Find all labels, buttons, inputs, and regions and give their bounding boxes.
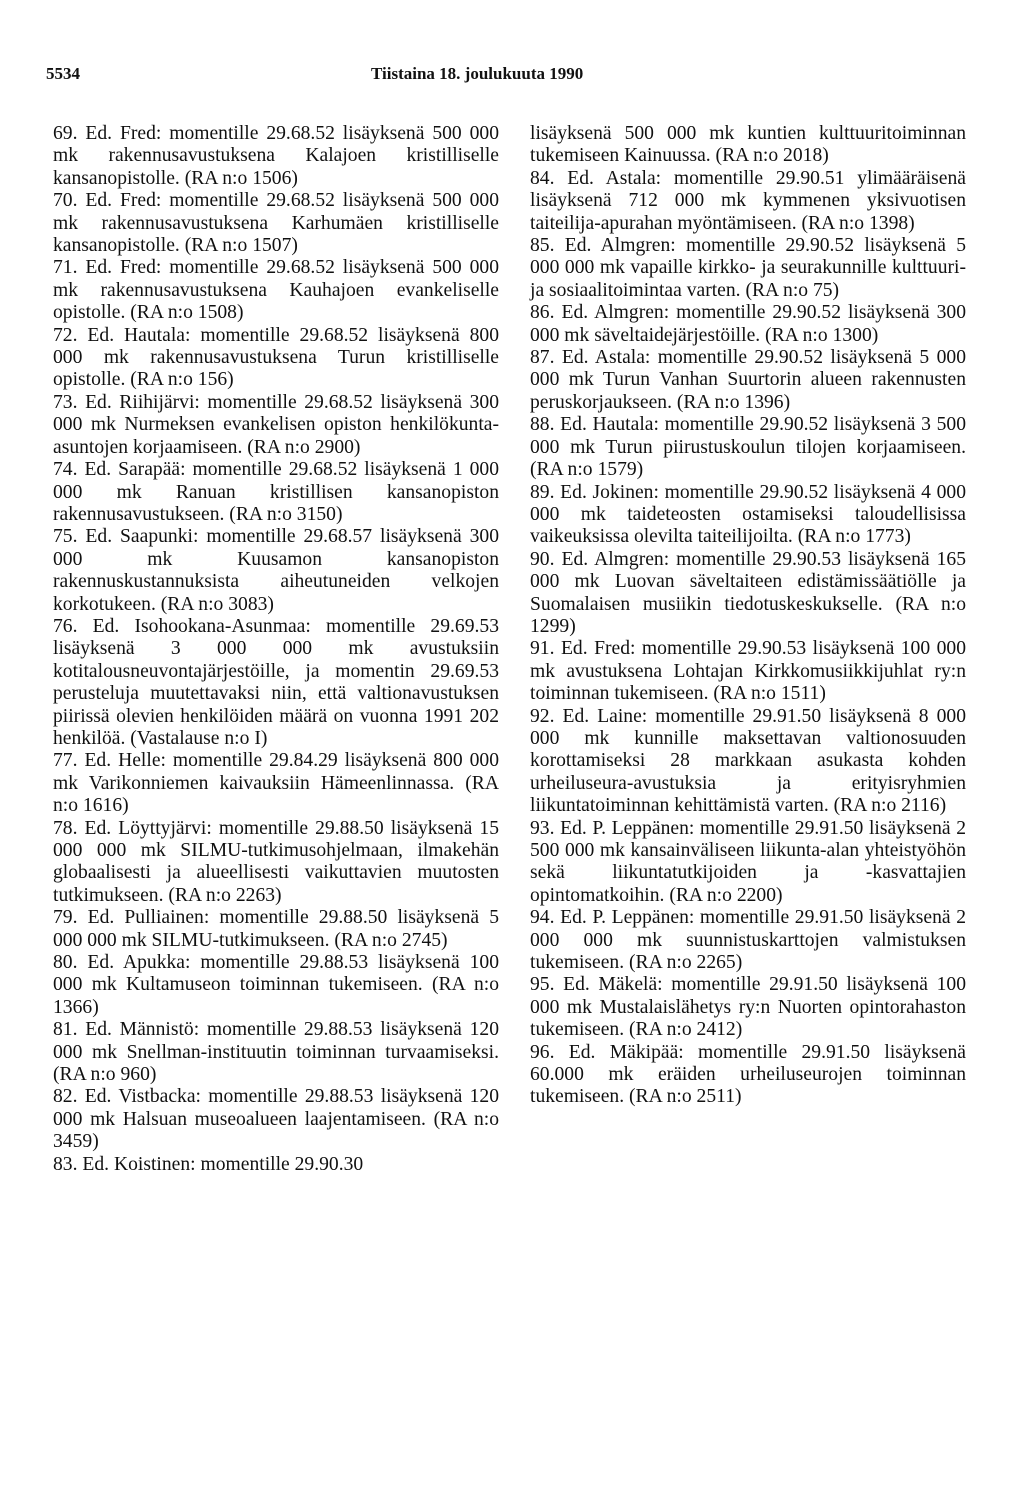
right-column	[530, 123, 966, 1109]
list-item: 69. Ed. Fred: momentille 29.68.52 lisäyksenä 500 000 mk rakennusavustuksena Kalajoen kristilliselle kansanopistolle. (RA n:o 1506)	[53, 123, 499, 189]
list-item: 78. Ed. Löyttyjärvi: momentille 29.88.50 lisäyksenä 15 000 000 mk SILMU-tutkimusohjelmaan, ilmakehän globaalisesti ja alueellisesti vaikuttavien muutosten tutkimukseen. (RA n:o 2263)	[53, 817, 499, 906]
list-item: 79. Ed. Pulliainen: momentille 29.88.50 lisäyksenä 5 000 000 mk SILMU-tutkimukseen. (RA n:o 2745)	[53, 907, 499, 951]
list-item: 75. Ed. Saapunki: momentille 29.68.57 lisäyksenä 300 000 mk Kuusamon kansanopiston rakennuskustannuksista aiheutuneiden velkojen korkotukeen. (RA n:o 3083)	[53, 526, 499, 615]
list-item: 84. Ed. Astala: momentille 29.90.51 ylimääräisenä lisäyksenä 712 000 mk kymmenen yksivuotisen taiteilija-apurahan myöntämiseen. (RA n:o 1398)	[530, 167, 966, 234]
list-item: 71. Ed. Fred: momentille 29.68.52 lisäyksenä 500 000 mk rakennusavustuksena Kauhajoen evankeliselle opistolle. (RA n:o 1508)	[53, 257, 499, 324]
list-item: 96. Ed. Mäkipää: momentille 29.91.50 lisäyksenä 60.000 mk eräiden urheiluseurojen toiminnan tukemiseen. (RA n:o 2511)	[530, 1041, 966, 1108]
left-column	[53, 123, 499, 1176]
list-item: 81. Ed. Männistö: momentille 29.88.53 lisäyksenä 120 000 mk Snellman-instituutin toiminnan turvaamiseksi. (RA n:o 960)	[53, 1019, 499, 1086]
list-item: 91. Ed. Fred: momentille 29.90.53 lisäyksenä 100 000 mk avustuksena Lohtajan Kirkkomusiikkijuhlat ry:n toiminnan tukemiseen. (RA n:o 1511)	[530, 638, 966, 705]
list-item: 83. Ed. Koistinen: momentille 29.90.30	[53, 1153, 364, 1175]
list-item: 87. Ed. Astala: momentille 29.90.52 lisäyksenä 5 000 000 mk Turun Vanhan Suurtorin alueen rakennusten peruskorjaukseen. (RA n:o 1396)	[530, 347, 966, 413]
list-item: 86. Ed. Almgren: momentille 29.90.52 lisäyksenä 300 000 mk säveltaidejärjestöille. (RA n:o 1300)	[530, 302, 966, 346]
list-item: 93. Ed. P. Leppänen: momentille 29.91.50 lisäyksenä 2 500 000 mk kansainväliseen liikunta-alan yhteistyöhön sekä liikuntatutkijoiden ja -kasvattajien opintomatkoihin. (RA n:o 2200)	[530, 817, 966, 906]
list-item: 95. Ed. Mäkelä: momentille 29.91.50 lisäyksenä 100 000 mk Mustalaislähetys ry:n Nuorten opintorahaston tukemiseen. (RA n:o 2412)	[530, 974, 966, 1041]
page-number: 5534	[46, 64, 80, 83]
list-item: 74. Ed. Sarapää: momentille 29.68.52 lisäyksenä 1 000 000 mk Ranuan kristillisen kansanopiston rakennusavustukseen. (RA n:o 3150)	[53, 459, 499, 525]
list-item: 80. Ed. Apukka: momentille 29.88.53 lisäyksenä 100 000 mk Kultamuseon toiminnan tukemiseen. (RA n:o 1366)	[53, 952, 499, 1018]
list-item: 90. Ed. Almgren: momentille 29.90.53 lisäyksenä 165 000 mk Luovan säveltaiteen edistämissäätiölle ja Suomalaisen musiikin tiedotuskeskukselle. (RA n:o 1299)	[530, 548, 966, 637]
list-item: 73. Ed. Riihijärvi: momentille 29.68.52 lisäyksenä 300 000 mk Nurmeksen evankelisen opiston henkilökunta-asuntojen korjaamiseen. (RA n:o 2900)	[53, 391, 499, 458]
list-item: 76. Ed. Isohookana-Asunmaa: momentille 29.69.53 lisäyksenä 3 000 000 mk avustuksiin kotitalousneuvontajärjestöille, ja momentin 29.69.53 perusteluja muutettavaksi niin, että valtionavustuksen piirissä olevien henkilöiden määrä on vuonna 1991 202 henkilöä. (Vastalause n:o I)	[53, 615, 499, 749]
list-item: 88. Ed. Hautala: momentille 29.90.52 lisäyksenä 3 500 000 mk Turun piirustuskoulun tilojen korjaamiseen. (RA n:o 1579)	[530, 414, 966, 481]
page-title: Tiistaina 18. joulukuuta 1990	[371, 64, 584, 83]
list-item: 70. Ed. Fred: momentille 29.68.52 lisäyksenä 500 000 mk rakennusavustuksena Karhumäen kristilliselle kansanopistolle. (RA n:o 1507)	[53, 190, 499, 257]
list-item: 72. Ed. Hautala: momentille 29.68.52 lisäyksenä 800 000 mk rakennusavustuksena Turun kristilliselle opistolle. (RA n:o 156)	[53, 324, 499, 391]
list-item: 89. Ed. Jokinen: momentille 29.90.52 lisäyksenä 4 000 000 mk taideteosten ostamiseksi taloudellisissa vaikeuksissa olevilta taiteilijoilta. (RA n:o 1773)	[530, 481, 966, 548]
list-item: 85. Ed. Almgren: momentille 29.90.52 lisäyksenä 5 000 000 mk vapaille kirkko- ja seurakunnille kulttuuri- ja sosiaalitoimintaa varten. (RA n:o 75)	[530, 235, 966, 301]
list-item: 77. Ed. Helle: momentille 29.84.29 lisäyksenä 800 000 mk Varikonniemen kaivauksiin Hämeenlinnassa. (RA n:o 1616)	[53, 750, 499, 817]
list-item: lisäyksenä 500 000 mk kuntien kulttuuritoiminnan tukemiseen Kainuussa. (RA n:o 2018)	[530, 123, 966, 167]
page-header	[46, 64, 966, 88]
list-item: 92. Ed. Laine: momentille 29.91.50 lisäyksenä 8 000 000 mk kunnille maksettavan valtionosuuden korottamiseksi 28 markkaan asukasta kohden urheiluseura-avustuksia ja erityisryhmien liikuntatoiminnan kehittämistä varten. (RA n:o 2116)	[530, 705, 966, 817]
list-item: 94. Ed. P. Leppänen: momentille 29.91.50 lisäyksenä 2 000 000 mk suunnistuskarttojen valmistuksen tukemiseen. (RA n:o 2265)	[530, 907, 966, 974]
list-item: 82. Ed. Vistbacka: momentille 29.88.53 lisäyksenä 120 000 mk Halsuan museoalueen laajentamiseen. (RA n:o 3459)	[53, 1086, 499, 1153]
